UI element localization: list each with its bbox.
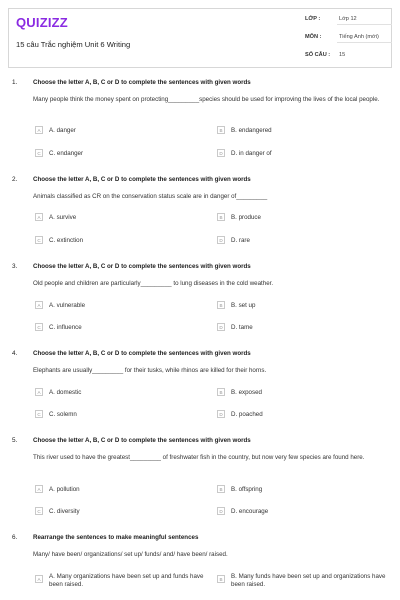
option-text: A. pollution — [49, 486, 80, 493]
option-letter-box[interactable]: D — [217, 323, 225, 331]
question-instruction: Choose the letter A, B, C or D to complete the sentences with given words — [33, 350, 251, 357]
option-letter-box[interactable]: C — [35, 507, 43, 515]
option-text: A. vulnerable — [49, 302, 86, 309]
option-text: A. danger — [49, 127, 76, 134]
meta-value: Lớp 12 — [339, 16, 357, 22]
option-text: C. endanger — [49, 150, 84, 157]
question-instruction: Choose the letter A, B, C or D to complete the sentences with given words — [33, 263, 251, 270]
question-number: 1. — [12, 79, 18, 86]
question-instruction: Choose the letter A, B, C or D to complete the sentences with given words — [33, 176, 251, 183]
meta-value: 15 — [339, 52, 346, 58]
question-3 — [12, 263, 390, 333]
question-number: 2. — [12, 176, 18, 183]
option-letter-box[interactable]: A — [35, 126, 43, 134]
option-letter-box[interactable]: B — [217, 213, 225, 221]
option-text: A. survive — [49, 214, 77, 221]
option-text: D. in danger of — [231, 150, 272, 157]
question-2 — [12, 176, 390, 246]
question-instruction: Choose the letter A, B, C or D to complete the sentences with given words — [33, 79, 251, 86]
question-number: 6. — [12, 534, 18, 541]
question-stem: Many/ have been/ organizations/ set up/ funds/ and/ have been/ raised. — [33, 551, 228, 558]
option-text: B. produce — [231, 214, 261, 221]
question-stem: Elephants are usually_________ for their tusks, while rhinos are killed for their horns. — [33, 367, 267, 374]
meta-value: Tiếng Anh (mới) — [339, 34, 379, 40]
option-text: D. rare — [231, 237, 250, 244]
option-text: C. influence — [49, 324, 82, 331]
option-letter-box[interactable]: B — [217, 301, 225, 309]
option-text: C. extinction — [49, 237, 84, 244]
option-letter-box[interactable]: B — [217, 485, 225, 493]
worksheet-meta — [305, 16, 395, 62]
option-letter-box[interactable]: C — [35, 236, 43, 244]
option-letter-box[interactable]: A — [35, 575, 43, 583]
option-text: B. set up — [231, 302, 256, 309]
question-4 — [12, 350, 390, 420]
option-text: A. Many organizations have been set up and funds have been raised. — [49, 573, 204, 589]
option-letter-box[interactable]: D — [217, 507, 225, 515]
option-text: B. Many funds have been set up and organizations have been raised. — [231, 573, 386, 589]
question-number: 4. — [12, 350, 18, 357]
meta-label: LỚP : — [305, 16, 321, 22]
question-stem: Many people think the money spent on protecting_________species should be used for improving the lives of the local people. — [33, 96, 380, 103]
option-text: D. poached — [231, 411, 263, 418]
question-number: 3. — [12, 263, 18, 270]
meta-row-count — [305, 52, 395, 62]
question-5 — [12, 437, 390, 517]
option-text: B. exposed — [231, 389, 262, 396]
meta-divider — [337, 24, 392, 25]
option-letter-box[interactable]: B — [217, 388, 225, 396]
option-letter-box[interactable]: A — [35, 213, 43, 221]
question-stem: Animals classified as CR on the conservation status scale are in danger of_________ — [33, 193, 268, 200]
option-letter-box[interactable]: B — [217, 126, 225, 134]
question-instruction: Choose the letter A, B, C or D to complete the sentences with given words — [33, 437, 251, 444]
question-1 — [12, 79, 390, 159]
option-letter-box[interactable]: A — [35, 301, 43, 309]
question-stem: Old people and children are particularly_________ to lung diseases in the cold weather. — [33, 280, 274, 287]
option-letter-box[interactable]: A — [35, 485, 43, 493]
option-letter-box[interactable]: C — [35, 323, 43, 331]
option-text: C. diversity — [49, 508, 80, 515]
option-letter-box[interactable]: C — [35, 410, 43, 418]
worksheet-title: 15 câu Trắc nghiệm Unit 6 Writing — [16, 40, 131, 49]
option-text: B. endangered — [231, 127, 272, 134]
option-text: B. offspring — [231, 486, 263, 493]
question-stem: This river used to have the greatest_________ of freshwater fish in the country, but now very few species are found here. — [33, 454, 365, 461]
option-letter-box[interactable]: D — [217, 236, 225, 244]
question-number: 5. — [12, 437, 18, 444]
question-instruction: Rearrange the sentences to make meaningful sentences — [33, 534, 199, 541]
option-letter-box[interactable]: A — [35, 388, 43, 396]
option-letter-box[interactable]: D — [217, 410, 225, 418]
question-6 — [12, 534, 390, 596]
worksheet-header — [8, 8, 392, 68]
meta-divider — [337, 42, 392, 43]
option-text: D. encourage — [231, 508, 269, 515]
meta-label: SỐ CÂU : — [305, 52, 331, 58]
option-text: A. domestic — [49, 389, 82, 396]
option-letter-box[interactable]: B — [217, 575, 225, 583]
meta-label: MÔN : — [305, 34, 322, 40]
option-text: C. solemn — [49, 411, 77, 418]
option-letter-box[interactable]: C — [35, 149, 43, 157]
option-letter-box[interactable]: D — [217, 149, 225, 157]
quizizz-logo: QUIZIZZ — [16, 15, 68, 30]
option-text: D. tame — [231, 324, 253, 331]
